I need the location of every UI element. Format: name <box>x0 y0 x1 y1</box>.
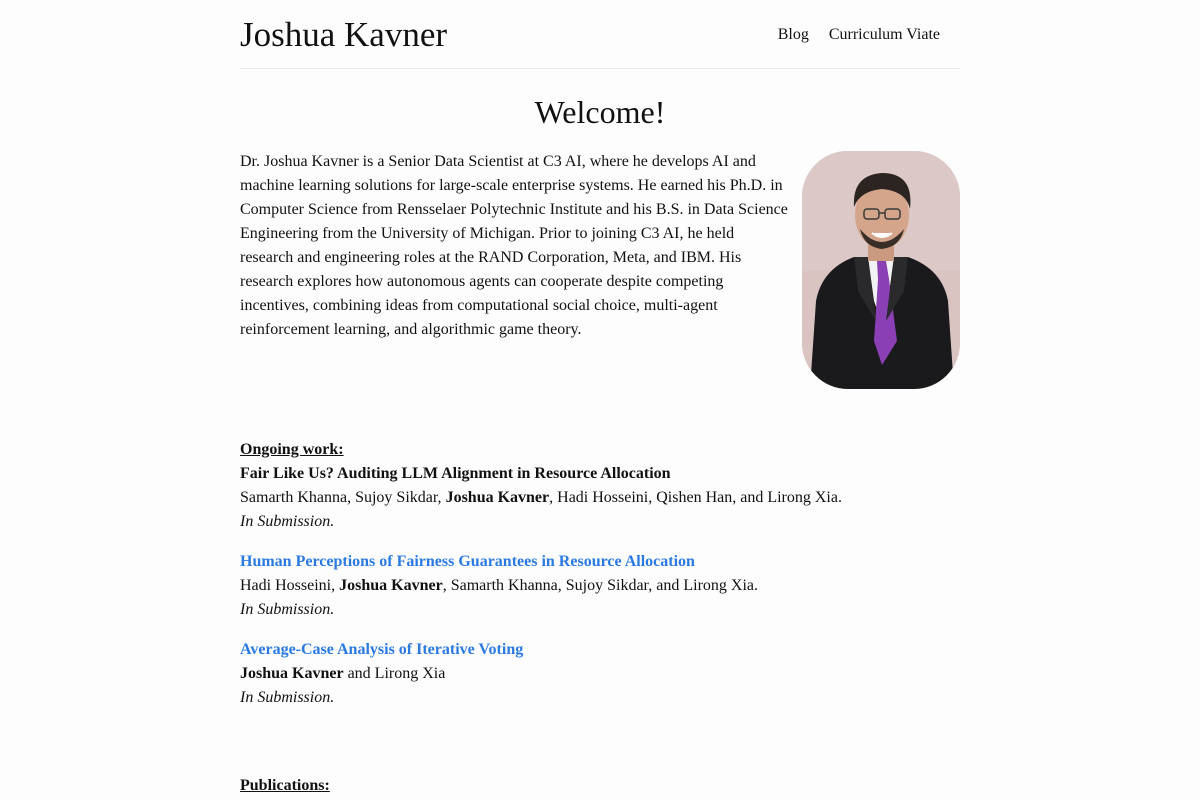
site-header <box>240 0 960 69</box>
site-nav <box>762 24 940 46</box>
paper-authors <box>240 574 960 598</box>
authors-text: , Hadi Hosseini, Qishen Han, and Lirong Xia. <box>549 489 842 506</box>
bio-paragraph: Dr. Joshua Kavner is a Senior Data Scientist at C3 AI, where he develops AI and machine learning solutions for large-scale enterprise systems. He earned his Ph.D. in Computer Science from Rensselaer Polytechnic Institute and his B.S. in Data Science Engineering from the University of Michigan. Prior to joining C3 AI, he held research and engineering roles at the RAND Corporation, Meta, and IBM. His research explores how autonomous agents can cooperate despite competing incentives, combining ideas from computational social choice, multi-agent reinforcement learning, and algorithmic game theory. <box>240 153 788 338</box>
paper-venue: In Submission. <box>240 689 335 706</box>
paper-authors <box>240 662 960 686</box>
authors-text: , Samarth Khanna, Sujoy Sikdar, and Lirong Xia. <box>442 577 758 594</box>
paper-item <box>240 638 960 710</box>
nav-cv-link[interactable]: Curriculum Viate <box>828 26 940 43</box>
authors-text: Samarth Khanna, Sujoy Sikdar, <box>240 489 446 506</box>
paper-item <box>240 462 960 534</box>
authors-text: and Lirong Xia <box>343 665 446 682</box>
ongoing-work-heading: Ongoing work: <box>240 441 344 458</box>
publications-heading: Publications: <box>240 777 330 794</box>
ongoing-work-section <box>240 438 960 726</box>
paper-title-link[interactable]: Average-Case Analysis of Iterative Voting <box>240 641 524 658</box>
paper-title: Fair Like Us? Auditing LLM Alignment in Resource Allocation <box>240 465 671 482</box>
site-title-link[interactable]: Joshua Kavner <box>240 15 448 54</box>
welcome-heading: Welcome! <box>534 94 666 130</box>
authors-text: Hadi Hosseini, <box>240 577 340 594</box>
page-container <box>240 0 960 794</box>
author-self: Joshua Kavner <box>445 489 550 506</box>
profile-photo <box>802 151 960 389</box>
paper-venue: In Submission. <box>240 513 335 530</box>
paper-venue: In Submission. <box>240 601 335 618</box>
author-self: Joshua Kavner <box>339 577 443 594</box>
paper-item <box>240 550 960 622</box>
nav-blog-link[interactable]: Blog <box>777 26 809 43</box>
paper-authors <box>240 486 960 510</box>
paper-title-link[interactable]: Human Perceptions of Fairness Guarantees in Resource Allocation <box>240 553 695 570</box>
publications-section <box>240 774 960 798</box>
author-self: Joshua Kavner <box>240 665 344 682</box>
